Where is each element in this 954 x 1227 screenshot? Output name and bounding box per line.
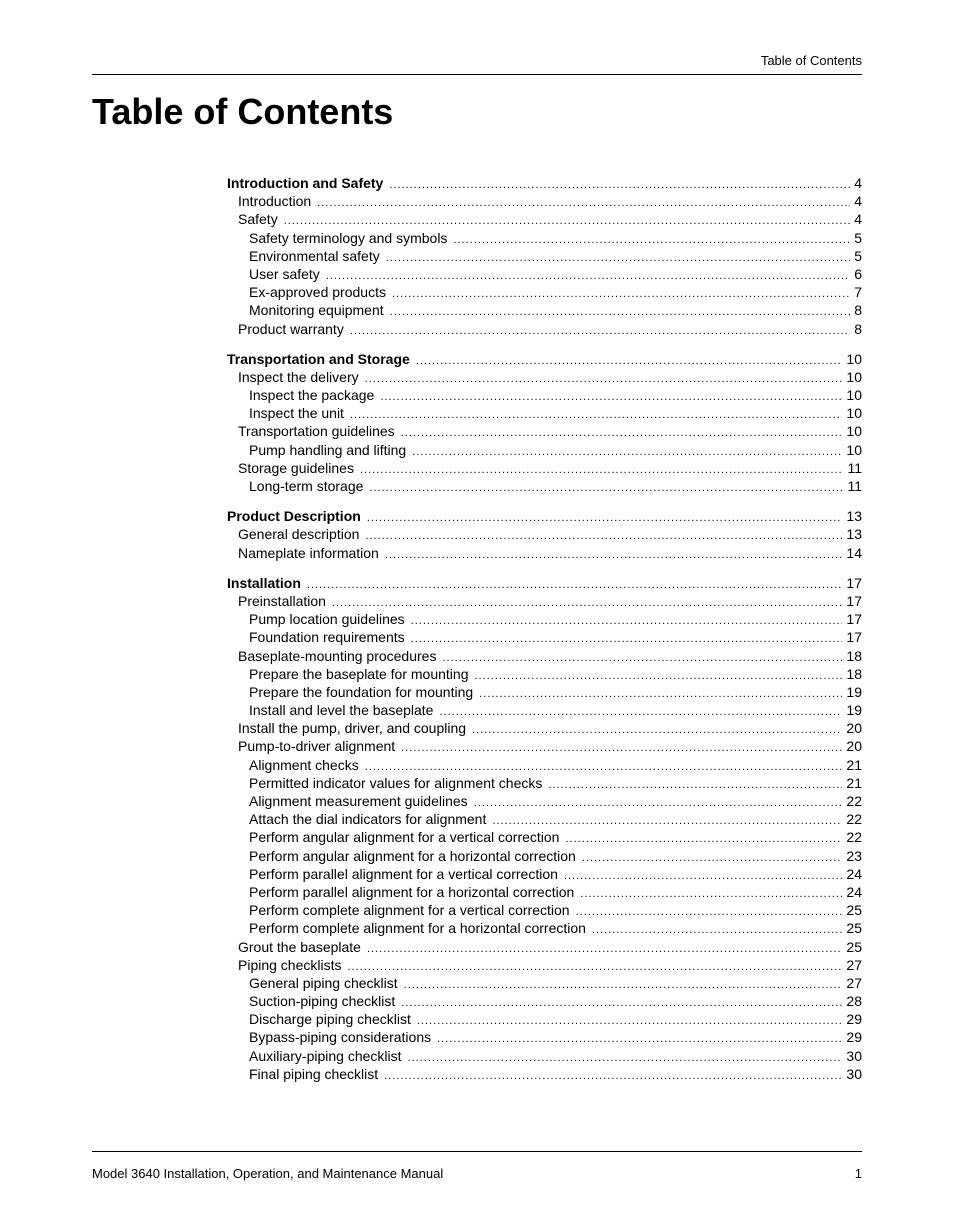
toc-entry[interactable] <box>227 919 862 937</box>
page-title: Table of Contents <box>92 91 394 132</box>
toc-page-number: 21 <box>846 756 862 773</box>
running-footer <box>92 1165 862 1183</box>
toc-page-number: 7 <box>854 284 862 301</box>
toc-dot-leader <box>412 443 842 461</box>
toc-dot-leader <box>453 231 850 249</box>
toc-entry[interactable] <box>227 847 862 865</box>
toc-dot-leader <box>401 739 842 757</box>
toc-entry-title: Auxiliary-piping checklist <box>249 1047 402 1064</box>
toc-dot-leader <box>548 776 842 794</box>
toc-page-number: 25 <box>846 938 862 955</box>
toc-page-number: 20 <box>846 738 862 755</box>
toc-dot-leader <box>367 940 842 958</box>
toc-entry-title: Perform angular alignment for a horizontal correction <box>249 847 576 864</box>
toc-entry-title: Transportation guidelines <box>238 423 395 440</box>
header-rule <box>92 74 862 75</box>
toc-dot-leader <box>408 1049 843 1067</box>
toc-dot-leader <box>332 594 842 612</box>
toc-entry[interactable] <box>227 974 862 992</box>
toc-page-number: 19 <box>846 683 862 700</box>
toc-dot-leader <box>580 885 842 903</box>
toc-dot-leader <box>360 461 843 479</box>
table-of-contents <box>227 174 862 1095</box>
toc-page-number: 5 <box>854 247 862 264</box>
toc-entry-title: Transportation and Storage <box>227 350 410 367</box>
toc-chapter-entry[interactable] <box>227 507 862 525</box>
toc-entry[interactable] <box>227 774 862 792</box>
toc-entry-title: Safety terminology and symbols <box>249 229 448 246</box>
toc-dot-leader <box>307 576 843 594</box>
toc-dot-leader <box>582 849 843 867</box>
toc-dot-leader <box>326 267 850 285</box>
toc-dot-leader <box>442 649 842 667</box>
toc-page-number: 25 <box>846 902 862 919</box>
toc-entry-title: Bypass-piping considerations <box>249 1029 432 1046</box>
toc-entry[interactable] <box>227 647 862 665</box>
toc-page-number: 27 <box>846 956 862 973</box>
toc-entry-title: Preinstallation <box>238 592 326 609</box>
toc-dot-leader <box>437 1030 842 1048</box>
toc-entry-title: Pump location guidelines <box>249 611 405 628</box>
toc-page-number: 29 <box>846 1029 862 1046</box>
toc-chapter-entry[interactable] <box>227 174 862 192</box>
toc-entry[interactable] <box>227 665 862 683</box>
toc-page-number: 6 <box>854 265 862 282</box>
toc-dot-leader <box>350 406 842 424</box>
toc-dot-leader <box>439 703 842 721</box>
toc-dot-leader <box>385 546 843 564</box>
toc-dot-leader <box>472 721 842 739</box>
toc-entry-title: Prepare the foundation for mounting <box>249 683 474 700</box>
toc-dot-leader <box>565 830 842 848</box>
toc-page-number: 10 <box>846 387 862 404</box>
toc-dot-leader <box>474 667 842 685</box>
toc-entry-title: Environmental safety <box>249 247 380 264</box>
toc-entry[interactable] <box>227 701 862 719</box>
toc-page-number: 28 <box>846 993 862 1010</box>
toc-page-number: 20 <box>846 720 862 737</box>
toc-dot-leader <box>564 867 843 885</box>
toc-page-number: 18 <box>846 647 862 664</box>
toc-page-number: 17 <box>846 611 862 628</box>
toc-section <box>227 350 862 496</box>
toc-dot-leader <box>348 958 843 976</box>
toc-entry-title: Ex-approved products <box>249 284 386 301</box>
toc-entry-title: Perform parallel alignment for a vertical correction <box>249 865 558 882</box>
toc-dot-leader <box>411 612 843 630</box>
toc-dot-leader <box>404 976 843 994</box>
toc-entry[interactable] <box>227 883 862 901</box>
toc-entry[interactable] <box>227 544 862 562</box>
toc-entry[interactable] <box>227 210 862 228</box>
toc-entry-title: Installation <box>227 574 301 591</box>
toc-entry-title: General description <box>238 526 360 543</box>
toc-entry-title: Product Description <box>227 508 361 525</box>
toc-dot-leader <box>369 479 843 497</box>
toc-page-number: 10 <box>846 405 862 422</box>
toc-entry[interactable] <box>227 265 862 283</box>
toc-entry-title: Baseplate-mounting procedures <box>238 647 437 664</box>
toc-page-number: 13 <box>846 526 862 543</box>
toc-dot-leader <box>367 509 843 527</box>
toc-dot-leader <box>479 685 842 703</box>
toc-entry-title: Piping checklists <box>238 956 342 973</box>
toc-page-number: 22 <box>846 811 862 828</box>
toc-dot-leader <box>386 249 850 267</box>
toc-dot-leader <box>365 527 842 545</box>
toc-dot-leader <box>401 424 843 442</box>
toc-dot-leader <box>317 194 850 212</box>
toc-dot-leader <box>401 994 842 1012</box>
toc-entry[interactable] <box>227 828 862 846</box>
toc-page-number: 17 <box>846 574 862 591</box>
toc-entry[interactable] <box>227 1065 862 1083</box>
toc-entry-title: Perform complete alignment for a vertical correction <box>249 902 570 919</box>
toc-entry[interactable] <box>227 404 862 422</box>
toc-page-number: 10 <box>846 423 862 440</box>
toc-entry[interactable] <box>227 737 862 755</box>
toc-entry-title: Safety <box>238 211 278 228</box>
toc-dot-leader <box>390 303 850 321</box>
toc-entry-title: Monitoring equipment <box>249 302 384 319</box>
toc-entry[interactable] <box>227 756 862 774</box>
toc-page-number: 8 <box>854 320 862 337</box>
toc-page-number: 27 <box>846 974 862 991</box>
toc-entry-title: Long-term storage <box>249 478 364 494</box>
toc-entry-title: General piping checklist <box>249 974 398 991</box>
toc-entry-title: Install the pump, driver, and coupling <box>238 720 467 737</box>
toc-dot-leader <box>592 921 842 939</box>
toc-entry[interactable] <box>227 628 862 646</box>
toc-entry[interactable] <box>227 386 862 404</box>
toc-entry[interactable] <box>227 719 862 737</box>
toc-page-number: 24 <box>846 865 862 882</box>
toc-page-number: 8 <box>854 302 862 319</box>
toc-dot-leader <box>474 794 843 812</box>
toc-entry-title: Perform parallel alignment for a horizontal correction <box>249 883 575 900</box>
toc-page-number: 13 <box>846 508 862 525</box>
toc-dot-leader <box>417 1012 843 1030</box>
toc-entry-title: Grout the baseplate <box>238 938 361 955</box>
toc-entry[interactable] <box>227 992 862 1010</box>
toc-entry[interactable] <box>227 477 862 495</box>
toc-entry-title: Product warranty <box>238 320 344 337</box>
toc-entry-title: Final piping checklist <box>249 1065 379 1082</box>
toc-entry-title: Permitted indicator values for alignment checks <box>249 774 543 791</box>
toc-entry[interactable] <box>227 901 862 919</box>
toc-page-number: 19 <box>846 702 862 719</box>
toc-entry[interactable] <box>227 441 862 459</box>
toc-entry-title: Pump handling and lifting <box>249 441 407 458</box>
toc-entry[interactable] <box>227 610 862 628</box>
toc-entry-title: Inspect the unit <box>249 405 344 422</box>
toc-chapter-entry[interactable] <box>227 350 862 368</box>
toc-dot-leader <box>576 903 843 921</box>
toc-entry-title: Nameplate information <box>238 544 379 561</box>
toc-entry-title: Install and level the baseplate <box>249 702 434 719</box>
toc-page-number: 18 <box>846 665 862 682</box>
toc-dot-leader <box>384 1067 842 1085</box>
footer-page-number: 1 <box>854 1166 862 1181</box>
toc-entry[interactable] <box>227 229 862 247</box>
toc-page-number: 25 <box>846 920 862 937</box>
toc-page-number: 4 <box>854 193 862 210</box>
toc-page-number: 23 <box>846 847 862 864</box>
toc-entry[interactable] <box>227 1010 862 1028</box>
toc-entry[interactable] <box>227 320 862 338</box>
toc-entry[interactable] <box>227 1047 862 1065</box>
toc-entry[interactable] <box>227 810 862 828</box>
toc-page-number: 10 <box>846 368 862 385</box>
toc-dot-leader <box>416 352 843 370</box>
toc-page-number: 30 <box>846 1047 862 1064</box>
toc-page-number: 22 <box>846 793 862 809</box>
toc-page-number: 4 <box>854 175 862 191</box>
toc-dot-leader <box>365 370 843 388</box>
toc-entry-title: Prepare the baseplate for mounting <box>249 665 469 682</box>
toc-entry-title: Attach the dial indicators for alignment <box>249 811 487 828</box>
toc-chapter-entry[interactable] <box>227 574 862 592</box>
toc-entry[interactable] <box>227 459 862 477</box>
toc-page-number: 5 <box>854 229 862 246</box>
toc-entry-title: Perform angular alignment for a vertical correction <box>249 829 560 846</box>
toc-page-number: 17 <box>846 592 862 609</box>
toc-dot-leader <box>392 285 850 303</box>
toc-section <box>227 507 862 562</box>
toc-page-number: 29 <box>846 1011 862 1028</box>
toc-entry[interactable] <box>227 592 862 610</box>
footer-rule <box>92 1151 862 1152</box>
toc-page-number: 11 <box>847 459 862 476</box>
toc-entry[interactable] <box>227 192 862 210</box>
toc-entry-title: Pump-to-driver alignment <box>238 738 396 755</box>
toc-entry[interactable] <box>227 938 862 956</box>
toc-page-number: 17 <box>846 629 862 646</box>
toc-entry-title: Inspect the package <box>249 387 375 404</box>
toc-entry[interactable] <box>227 301 862 319</box>
toc-entry[interactable] <box>227 247 862 265</box>
toc-dot-leader <box>380 388 842 406</box>
toc-entry[interactable] <box>227 792 862 810</box>
toc-entry[interactable] <box>227 422 862 440</box>
toc-entry-title: Storage guidelines <box>238 459 354 476</box>
toc-entry-title: Foundation requirements <box>249 629 405 646</box>
toc-entry-title: Alignment checks <box>249 756 359 773</box>
toc-entry[interactable] <box>227 368 862 386</box>
toc-section <box>227 174 862 338</box>
toc-page-number: 24 <box>846 883 862 900</box>
toc-page-number: 22 <box>846 829 862 846</box>
toc-entry[interactable] <box>227 283 862 301</box>
toc-entry-title: Suction-piping checklist <box>249 993 396 1010</box>
toc-entry-title: Perform complete alignment for a horizontal correction <box>249 920 586 937</box>
toc-page-number: 4 <box>854 211 862 228</box>
toc-entry-title: Alignment measurement guidelines <box>249 793 468 809</box>
running-header: Table of Contents <box>760 53 862 68</box>
toc-entry-title: Introduction <box>238 193 312 210</box>
toc-dot-leader <box>411 630 843 648</box>
toc-entry[interactable] <box>227 956 862 974</box>
toc-entry-title: User safety <box>249 265 320 282</box>
toc-entry[interactable] <box>227 683 862 701</box>
toc-page-number: 21 <box>846 774 862 791</box>
toc-page-number: 14 <box>846 544 862 561</box>
toc-entry-title: Inspect the delivery <box>238 368 359 385</box>
toc-page-number: 11 <box>847 478 862 494</box>
toc-entry[interactable] <box>227 525 862 543</box>
toc-entry-title: Introduction and Safety <box>227 175 384 191</box>
toc-page-number: 10 <box>846 350 862 367</box>
toc-page-number: 10 <box>846 441 862 458</box>
footer-manual-title: Model 3640 Installation, Operation, and Maintenance Manual <box>92 1166 444 1181</box>
toc-dot-leader <box>389 176 850 194</box>
toc-entry[interactable] <box>227 865 862 883</box>
toc-entry[interactable] <box>227 1028 862 1046</box>
toc-dot-leader <box>350 322 850 340</box>
toc-entry-title: Discharge piping checklist <box>249 1011 411 1028</box>
toc-section <box>227 574 862 1083</box>
toc-page-number: 30 <box>846 1065 862 1082</box>
